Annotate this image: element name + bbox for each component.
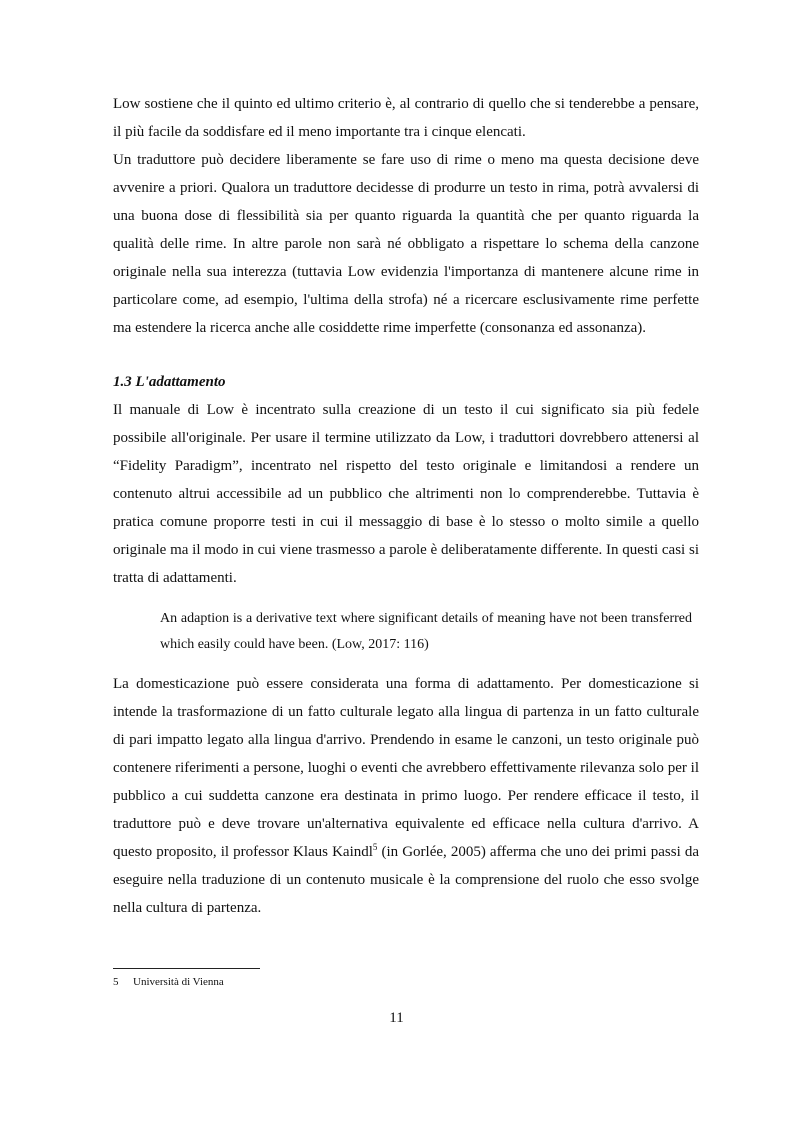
footnote-reference: 5: [372, 842, 378, 852]
paragraph-1: Low sostiene che il quinto ed ultimo criterio è, al contrario di quello che si tenderebbe a pensare, il più facile da soddisfare ed il meno importante tra i cinque elencati.: [113, 96, 699, 140]
block-quote: An adaption is a derivative text where significant details of meaning have not been transferred which easily could have been. (Low, 2017: 116): [160, 611, 692, 652]
page-body: [113, 90, 699, 922]
paragraph-2: Un traduttore può decidere liberamente se fare uso di rime o meno ma questa decisione deve avvenire a priori. Qualora un traduttore decidesse di produrre un testo in rima, potrà avvalersi di una buona dose di flessibilità sia per quanto riguarda la quantità che per quanto riguarda la qualità delle rime. In altre parole non sarà né obbligato a rispettare lo schema della canzone originale nella sua interezza (tuttavia Low evidenzia l'importanza di mantenere alcune rime in particolare come, ad esempio, l'ultima della strofa) né a ricercare esclusivamente rime perfette ma estendere la ricerca anche alle cosiddette rime imperfette (consonanza ed assonanza).: [113, 152, 699, 336]
footnote-separator: [113, 968, 260, 969]
paragraph-4-continuation: (in Gorlée, 2005) afferma che uno dei primi passi da eseguire nella traduzione di un contenuto musicale è la comprensione del ruolo che esso svolge nella cultura di partenza.: [113, 844, 699, 916]
page-number: 11: [389, 1010, 404, 1026]
section-heading: 1.3 L'adattamento: [113, 374, 226, 390]
footnote-number: 5: [113, 976, 119, 988]
footnote: [113, 975, 224, 989]
paragraph-4-text: La domesticazione può essere considerata una forma di adattamento. Per domesticazione si intende la trasformazione di un fatto culturale legato alla lingua di partenza in un fatto culturale di pari impatto legato alla lingua d'arrivo. Prendendo in esame le canzoni, un testo originale può contenere riferimenti a persone, luoghi o eventi che avrebbero effettivamente rilevanza solo per il pubblico a cui suddetta canzone era destinata in primo luogo. Per rendere efficace il testo, il traduttore può e deve trovare un'alternativa equivalente ed efficace nella cultura d'arrivo. A questo proposito, il professor Klaus Kaindl: [113, 676, 699, 860]
paragraph-3: Il manuale di Low è incentrato sulla creazione di un testo il cui significato sia più fedele possibile all'originale. Per usare il termine utilizzato da Low, i traduttori dovrebbero attenersi al “Fidelity Paradigm”, incentrato nel rispetto del testo originale e limitandosi a rendere un contenuto altrui accessibile ad un pubblico che altrimenti non lo comprenderebbe. Tuttavia è pratica comune proporre testi in cui il messaggio di base è lo stesso o molto simile a quello originale ma il modo in cui viene trasmesso a parole è deliberatamente differente. In questi casi si tratta di adattamenti.: [113, 402, 699, 586]
paragraph-4: [113, 670, 699, 922]
footnote-text: Università di Vienna: [133, 976, 224, 988]
